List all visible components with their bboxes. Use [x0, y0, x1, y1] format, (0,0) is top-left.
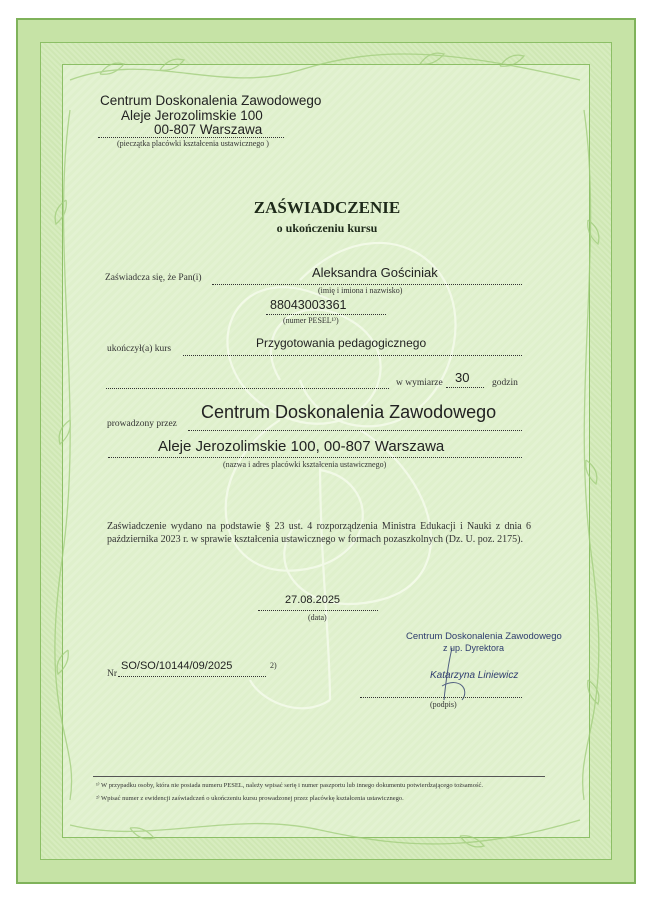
number-prefix: Nr [107, 669, 118, 679]
footnote-divider [93, 776, 545, 777]
hours-label: w wymiarze [396, 378, 443, 388]
legal-basis: Zaświadczenie wydano na podstawie § 23 ust. 4 rozporządzenia Ministra Edukacji i Nauki z dnia 6 października 2023 r. w sprawie kształcenia ustawicznego w formach pozaszkolnych (Dz. U. poz. 2175). [107, 521, 531, 545]
issuer-caption: (pieczątka placówki kształcenia ustawicznego ) [117, 139, 269, 148]
course-extra-dotted-line [106, 387, 389, 389]
signature-stamp-role: z up. Dyrektora [443, 643, 505, 653]
number-dotted-line [118, 675, 266, 677]
person-label: Zaświadcza się, że Pan(i) [105, 273, 202, 283]
course-name: Przygotowania pedagogicznego [256, 336, 427, 350]
issuer-name: Centrum Doskonalenia Zawodowego [100, 93, 322, 108]
document-subtitle: o ukończeniu kursu [276, 221, 378, 235]
pesel-value: 88043003361 [270, 298, 347, 312]
issuer-street: Aleje Jerozolimskie 100 [121, 108, 263, 123]
provider-caption: (nazwa i adres placówki kształcenia ustawicznego) [223, 460, 387, 469]
number-footnote-ref: 2) [270, 661, 277, 670]
provider-label: prowadzony przez [107, 419, 177, 429]
footnote-1: ¹⁾ W przypadku osoby, która nie posiada numeru PESEL, należy wpisać serię i numer paszportu lub innego dokumentu potwierdzającego tożsamość. [96, 782, 484, 789]
provider-address-dotted-line [108, 456, 522, 458]
hours-value: 30 [455, 370, 470, 385]
issue-date: 27.08.2025 [285, 594, 341, 606]
footnote-2: ²⁾ Wpisać numer z ewidencji zaświadczeń o ukończeniu kursu prowadzonej przez placówkę kształcenia ustawicznego. [96, 795, 404, 802]
registry-number: SO/SO/10144/09/2025 [121, 660, 233, 672]
signature-stamp-org: Centrum Doskonalenia Zawodowego [406, 631, 562, 642]
provider-name: Centrum Doskonalenia Zawodowego [201, 402, 497, 422]
issuer-dotted-line [98, 136, 284, 138]
signature-caption: (podpis) [430, 700, 457, 709]
document-title: ZAŚWIADCZENIE [253, 198, 401, 217]
hours-dotted-line [446, 386, 484, 388]
signature-dotted-line [360, 696, 522, 698]
signer-name: Katarzyna Liniewicz [430, 670, 519, 681]
person-name-caption: (imię i imiona i nazwisko) [318, 286, 403, 295]
course-label: ukończył(a) kurs [107, 344, 172, 354]
pesel-caption: (numer PESEL¹⁾) [283, 316, 339, 325]
pesel-dotted-line [266, 313, 386, 315]
person-dotted-line [212, 283, 522, 285]
date-caption: (data) [308, 613, 327, 622]
date-dotted-line [258, 609, 378, 611]
provider-address: Aleje Jerozolimskie 100, 00-807 Warszawa [158, 438, 445, 455]
hours-unit: godzin [492, 378, 518, 388]
issuer-city: 00-807 Warszawa [154, 122, 263, 137]
person-name: Aleksandra Gościniak [312, 265, 438, 280]
provider-dotted-line [188, 429, 522, 431]
course-dotted-line [183, 354, 522, 356]
